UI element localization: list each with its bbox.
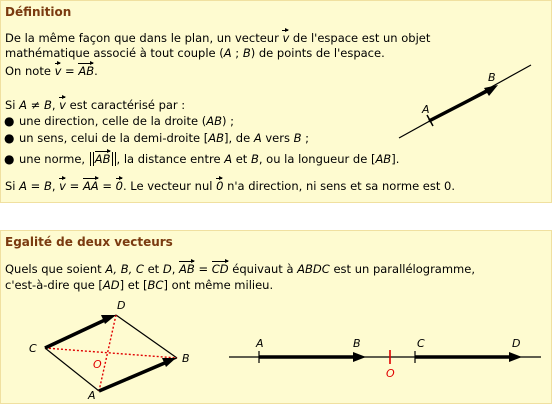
fig1-point-D: D	[117, 299, 126, 312]
definition-paragraph-line2: mathématique associé à tout couple (A ; B) de points de l'espace.	[5, 46, 385, 60]
bullet-direction: ● une direction, celle de la droite (AB) ;	[4, 114, 234, 128]
fig2-point-A: A	[256, 337, 264, 350]
bullet-norme: ● une norme, AB , la distance entre A et B, ou la longueur de [AB].	[4, 152, 400, 166]
fig2-point-D: D	[512, 337, 521, 350]
null-vector-line: Si A = B, v = AA = 0. Le vecteur nul 0 n'a direction, ni sens et sa norme est 0.	[5, 179, 455, 193]
fig2-point-B: B	[353, 337, 361, 350]
fig2-point-C: C	[417, 337, 425, 350]
condition-line: Si A ≠ B, v est caractérisé par :	[5, 98, 186, 112]
fig1-point-O: O	[93, 358, 102, 371]
definition-title: Définition	[5, 5, 72, 19]
point-A-label: A	[422, 103, 430, 116]
equality-title: Egalité de deux vecteurs	[5, 235, 173, 249]
equality-line2: c'est-à-dire que [AD] et [BC] ont même milieu.	[5, 278, 274, 292]
vector-AB-figure	[1, 1, 552, 202]
point-B-label: B	[488, 71, 496, 84]
aligned-vectors-figure	[1, 231, 552, 403]
bullet-sens: ● un sens, celui de la demi-droite [AB], de A vers B ;	[4, 131, 310, 145]
fig1-point-A: A	[88, 389, 96, 402]
notation-line: On note v = AB.	[5, 64, 98, 78]
fig1-point-C: C	[29, 342, 37, 355]
fig2-point-O: O	[386, 367, 395, 380]
definition-paragraph-line1: De la même façon que dans le plan, un vecteur v de l'espace est un objet	[5, 31, 431, 45]
equality-panel	[0, 230, 552, 404]
vector-AB: AB	[78, 64, 95, 78]
equality-line1: Quels que soient A, B, C et D, AB = CD équivaut à ABDC est un parallélogramme,	[5, 262, 475, 276]
fig1-point-B: B	[182, 352, 190, 365]
vector-v: v	[282, 31, 290, 45]
